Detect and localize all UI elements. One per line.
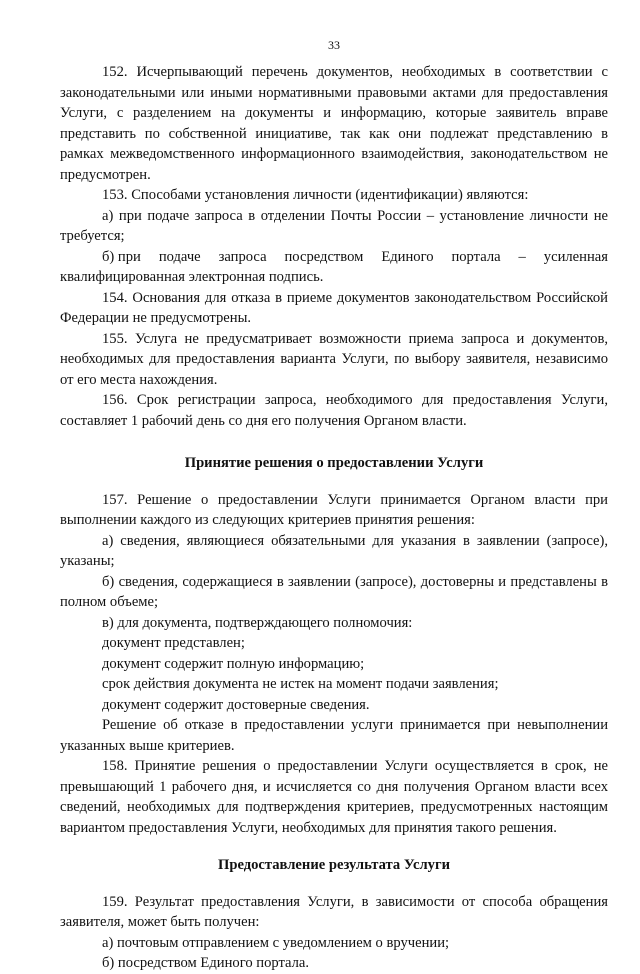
paragraph-153-b-rest: квалифицированная электронная подпись. [60,269,324,285]
paragraph-157-b: б) сведения, содержащиеся в заявлении (запросе), достоверны и представлены в полном объеме; [60,573,608,610]
document-page [60,0,608,971]
paragraph-159: 159. Результат предоставления Услуги, в зависимости от способа обращения заявителя, может быть получен: [60,893,608,930]
word: запроса [218,248,267,265]
paragraph-158: 158. Принятие решения о предоставлении Услуги осуществляется в срок, не превышающий 1 рабочего дня, и исчисляется со дня получения Органом власти всех сведений, необходимых для подтверждения критериев, предусмотренных настоящим вариантом предоставления Услуги, необходимых для принятия такого решения. [60,758,608,836]
list-item: документ содержит достоверные сведения. [102,696,370,713]
paragraph-154: 154. Основания для отказа в приеме документов законодательством Российской Федерации не предусмотрены. [60,289,608,326]
paragraph-156: 156. Срок регистрации запроса, необходимого для предоставления Услуги, составляет 1 рабочий день со дня его получения Органом власти. [60,392,608,429]
paragraph-157-c: в) для документа, подтверждающего полномочия: [102,614,413,631]
page-number: 33 [328,38,340,52]
paragraph-159-b: б) посредством Единого портала. [102,955,310,971]
word: Единого [381,248,434,265]
list-item: документ содержит полную информацию; [102,655,365,672]
paragraph-153-a: а) при подаче запроса в отделении Почты России – установление личности не требуется; [60,207,608,244]
paragraph-157-a: а) сведения, являющиеся обязательными для указания в заявлении (запросе), указаны; [60,532,608,569]
paragraph-153-b-first-line [60,247,608,268]
paragraph-refusal: Решение об отказе в предоставлении услуги принимается при невыполнении указанных выше критериев. [60,717,608,754]
list-item: срок действия документа не истек на момент подачи заявления; [102,676,499,692]
paragraph-155: 155. Услуга не предусматривает возможности приема запроса и документов, необходимых для предоставления варианта Услуги, по выбору заявителя, независимо от его места нахождения. [60,330,608,388]
document-body [60,62,608,974]
word: подаче [158,248,201,265]
list-item: документ представлен; [102,635,245,651]
section-heading-decision: Принятие решения о предоставлении Услуги [184,455,484,471]
paragraph-157: 157. Решение о предоставлении Услуги принимается Органом власти при выполнении каждого из следующих критериев принятия решения: [60,491,608,528]
paragraph-152: 152. Исчерпывающий перечень документов, необходимых в соответствии с законодательными или иными нормативными правовыми актами для предоставления Услуги, с разделением на документы и информацию, которые заявитель вправе представить по собственной инициативе, так как они подлежат представлению в рамках межведомственного информационного взаимодействия, законодательством не предусмотрен. [60,64,608,183]
word: б) при [102,248,141,265]
word: портала [451,248,501,265]
paragraph-153: 153. Способами установления личности (идентификации) являются: [102,187,529,203]
word: усиленная [543,248,608,265]
paragraph-159-a: а) почтовым отправлением с уведомлением о вручении; [102,934,450,951]
word: посредством [284,248,364,265]
section-heading-result: Предоставление результата Услуги [218,857,450,873]
word: – [518,248,526,265]
